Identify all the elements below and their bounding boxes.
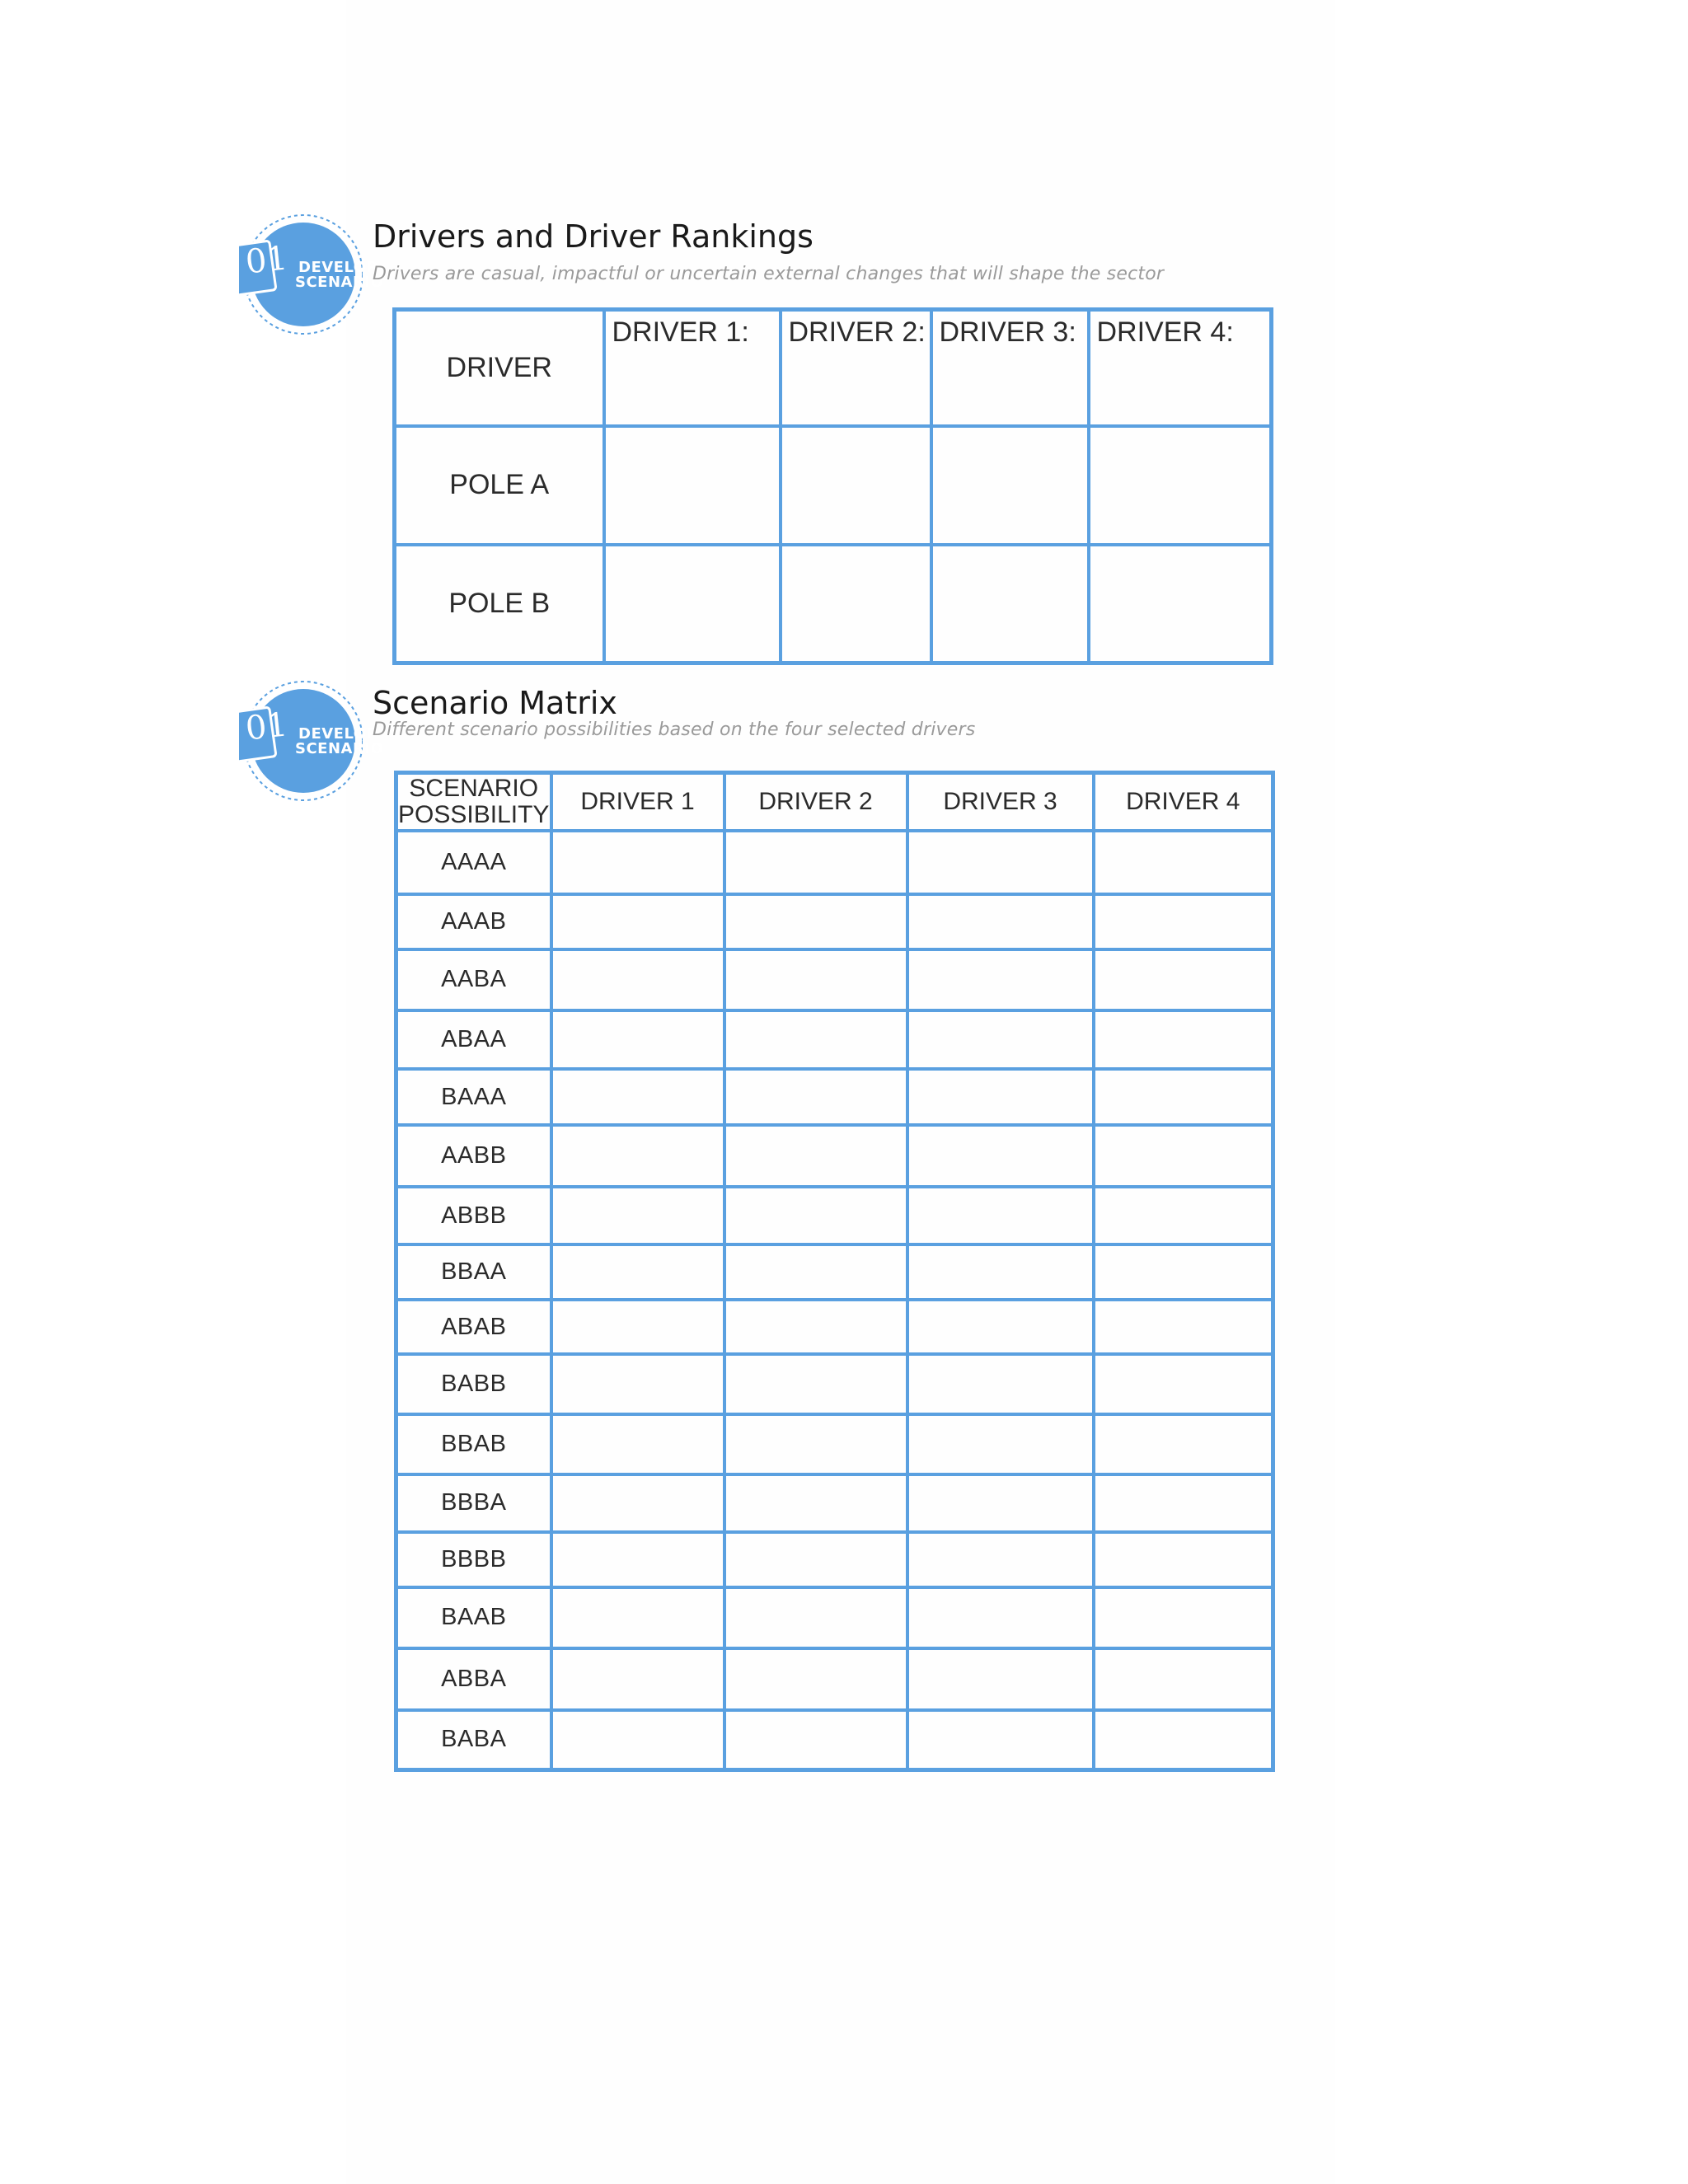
scenario-code-cell: AABB (396, 1125, 551, 1187)
matrix-cell-driver-4[interactable] (1094, 1587, 1273, 1649)
matrix-cell-driver-4[interactable] (1094, 831, 1273, 895)
matrix-cell-driver-4[interactable] (1094, 1300, 1273, 1355)
matrix-cell-driver-2[interactable] (724, 1414, 907, 1474)
badge-number: 01 (243, 705, 290, 748)
matrix-cell-driver-4[interactable] (1094, 1648, 1273, 1710)
matrix-driver-1-header: DRIVER 1 (551, 773, 724, 831)
driver-2-cell[interactable]: DRIVER 2: (781, 310, 931, 426)
matrix-cell-driver-4[interactable] (1094, 1125, 1273, 1187)
matrix-cell-driver-3[interactable] (907, 1587, 1094, 1649)
table-header-row (396, 773, 1273, 831)
matrix-cell-driver-3[interactable] (907, 1710, 1094, 1770)
matrix-cell-driver-4[interactable] (1094, 1010, 1273, 1069)
table-row (396, 1244, 1273, 1300)
scenario-code-cell: ABBA (396, 1648, 551, 1710)
pole-b-driver-1-cell[interactable] (604, 545, 781, 663)
matrix-cell-driver-4[interactable] (1094, 1187, 1273, 1245)
matrix-cell-driver-1[interactable] (551, 1710, 724, 1770)
pole-a-driver-2-cell[interactable] (781, 426, 931, 545)
driver-1-cell[interactable]: DRIVER 1: (604, 310, 781, 426)
scenario-matrix-table (394, 771, 1275, 1772)
matrix-cell-driver-3[interactable] (907, 894, 1094, 949)
matrix-cell-driver-3[interactable] (907, 1187, 1094, 1245)
matrix-cell-driver-3[interactable] (907, 1474, 1094, 1533)
matrix-cell-driver-3[interactable] (907, 1414, 1094, 1474)
table-row (396, 1474, 1273, 1533)
table-row (396, 1300, 1273, 1355)
matrix-cell-driver-2[interactable] (724, 831, 907, 895)
row-label-pole-b: POLE B (395, 545, 604, 663)
table-row (395, 426, 1272, 545)
table-row (396, 1414, 1273, 1474)
matrix-cell-driver-2[interactable] (724, 1125, 907, 1187)
matrix-cell-driver-4[interactable] (1094, 1474, 1273, 1533)
table-row (396, 831, 1273, 895)
row-label-driver: DRIVER (395, 310, 604, 426)
matrix-cell-driver-2[interactable] (724, 1187, 907, 1245)
matrix-cell-driver-1[interactable] (551, 1648, 724, 1710)
scenario-code-cell: BBAA (396, 1244, 551, 1300)
matrix-cell-driver-3[interactable] (907, 1010, 1094, 1069)
matrix-cell-driver-4[interactable] (1094, 1069, 1273, 1126)
matrix-cell-driver-3[interactable] (907, 949, 1094, 1011)
matrix-cell-driver-1[interactable] (551, 1244, 724, 1300)
matrix-cell-driver-2[interactable] (724, 1532, 907, 1587)
row-label-pole-a: POLE A (395, 426, 604, 545)
develop-scenario-badge-icon (239, 679, 384, 803)
scenario-code-cell: BAAB (396, 1587, 551, 1649)
drivers-table (392, 307, 1273, 665)
matrix-cell-driver-1[interactable] (551, 1414, 724, 1474)
pole-a-driver-1-cell[interactable] (604, 426, 781, 545)
matrix-cell-driver-4[interactable] (1094, 949, 1273, 1011)
pole-b-driver-4-cell[interactable] (1089, 545, 1272, 663)
section-subtitle-drivers: Drivers are casual, impactful or uncertain external changes that will shape the sector (373, 264, 1165, 284)
table-row (396, 1648, 1273, 1710)
section-title-drivers: Drivers and Driver Rankings (373, 218, 814, 255)
table-row (396, 949, 1273, 1011)
badge-line1: DEVELOP (298, 259, 378, 276)
matrix-cell-driver-1[interactable] (551, 1587, 724, 1649)
matrix-cell-driver-3[interactable] (907, 1069, 1094, 1126)
matrix-cell-driver-4[interactable] (1094, 1710, 1273, 1770)
driver-3-cell[interactable]: DRIVER 3: (931, 310, 1089, 426)
matrix-cell-driver-1[interactable] (551, 1532, 724, 1587)
scenario-code-cell: BABA (396, 1710, 551, 1770)
scenario-code-cell: BBAB (396, 1414, 551, 1474)
table-row (396, 1587, 1273, 1649)
scenario-code-cell: ABAB (396, 1300, 551, 1355)
corner-line-1: SCENARIO (409, 775, 539, 803)
table-row (396, 1069, 1273, 1126)
badge-line2: SCENARIO (295, 740, 384, 757)
matrix-cell-driver-1[interactable] (551, 1474, 724, 1533)
matrix-cell-driver-1[interactable] (551, 1354, 724, 1414)
matrix-cell-driver-3[interactable] (907, 1648, 1094, 1710)
scenario-code-cell: AAAA (396, 831, 551, 895)
matrix-cell-driver-2[interactable] (724, 894, 907, 949)
matrix-cell-driver-3[interactable] (907, 1125, 1094, 1187)
matrix-driver-2-header: DRIVER 2 (724, 773, 907, 831)
scenario-code-cell: ABAA (396, 1010, 551, 1069)
matrix-cell-driver-2[interactable] (724, 949, 907, 1011)
table-row (395, 310, 1272, 426)
matrix-cell-driver-4[interactable] (1094, 1244, 1273, 1300)
matrix-cell-driver-3[interactable] (907, 1244, 1094, 1300)
scenario-code-cell: ABBB (396, 1187, 551, 1245)
matrix-cell-driver-1[interactable] (551, 1300, 724, 1355)
matrix-cell-driver-2[interactable] (724, 1648, 907, 1710)
matrix-cell-driver-2[interactable] (724, 1010, 907, 1069)
pole-b-driver-3-cell[interactable] (931, 545, 1089, 663)
matrix-cell-driver-1[interactable] (551, 1069, 724, 1126)
pole-a-driver-3-cell[interactable] (931, 426, 1089, 545)
badge-number: 01 (243, 239, 290, 282)
table-row (396, 1532, 1273, 1587)
matrix-cell-driver-3[interactable] (907, 1300, 1094, 1355)
matrix-cell-driver-2[interactable] (724, 1354, 907, 1414)
driver-4-cell[interactable]: DRIVER 4: (1089, 310, 1272, 426)
matrix-body (396, 831, 1273, 1770)
matrix-cell-driver-2[interactable] (724, 1587, 907, 1649)
table-row (396, 1187, 1273, 1245)
scenario-code-cell: BBBA (396, 1474, 551, 1533)
matrix-cell-driver-1[interactable] (551, 831, 724, 895)
table-row (395, 545, 1272, 663)
matrix-cell-driver-3[interactable] (907, 1354, 1094, 1414)
matrix-cell-driver-2[interactable] (724, 1710, 907, 1770)
scenario-code-cell: BAAA (396, 1069, 551, 1126)
scenario-code-cell: BABB (396, 1354, 551, 1414)
matrix-cell-driver-2[interactable] (724, 1069, 907, 1126)
table-row (396, 1010, 1273, 1069)
table-row (396, 894, 1273, 949)
matrix-cell-driver-1[interactable] (551, 949, 724, 1011)
matrix-driver-3-header: DRIVER 3 (907, 773, 1094, 831)
badge-line1: DEVELOP (298, 725, 378, 743)
section-subtitle-matrix: Different scenario possibilities based on the four selected drivers (373, 719, 976, 740)
table-row (396, 1354, 1273, 1414)
matrix-cell-driver-4[interactable] (1094, 1414, 1273, 1474)
matrix-cell-driver-2[interactable] (724, 1244, 907, 1300)
matrix-cell-driver-4[interactable] (1094, 1532, 1273, 1587)
matrix-cell-driver-1[interactable] (551, 1010, 724, 1069)
corner-line-2: POSSIBILITY (398, 800, 550, 828)
matrix-cell-driver-1[interactable] (551, 894, 724, 949)
badge-graphic (239, 679, 363, 803)
scenario-code-cell: AAAB (396, 894, 551, 949)
pole-b-driver-2-cell[interactable] (781, 545, 931, 663)
scenario-possibility-header (396, 773, 551, 831)
matrix-cell-driver-3[interactable] (907, 831, 1094, 895)
badge-graphic (239, 213, 363, 336)
matrix-cell-driver-2[interactable] (724, 1300, 907, 1355)
matrix-cell-driver-4[interactable] (1094, 1354, 1273, 1414)
table-row (396, 1710, 1273, 1770)
matrix-driver-4-header: DRIVER 4 (1094, 773, 1273, 831)
table-row (396, 1125, 1273, 1187)
scenario-code-cell: AABA (396, 949, 551, 1011)
matrix-cell-driver-1[interactable] (551, 1187, 724, 1245)
matrix-cell-driver-4[interactable] (1094, 894, 1273, 949)
section-title-matrix: Scenario Matrix (373, 685, 617, 721)
pole-a-driver-4-cell[interactable] (1089, 426, 1272, 545)
matrix-cell-driver-2[interactable] (724, 1474, 907, 1533)
matrix-cell-driver-1[interactable] (551, 1125, 724, 1187)
develop-scenario-badge-icon (239, 213, 384, 336)
badge-line2: SCENARIO (295, 274, 384, 291)
matrix-cell-driver-3[interactable] (907, 1532, 1094, 1587)
scenario-code-cell: BBBB (396, 1532, 551, 1587)
